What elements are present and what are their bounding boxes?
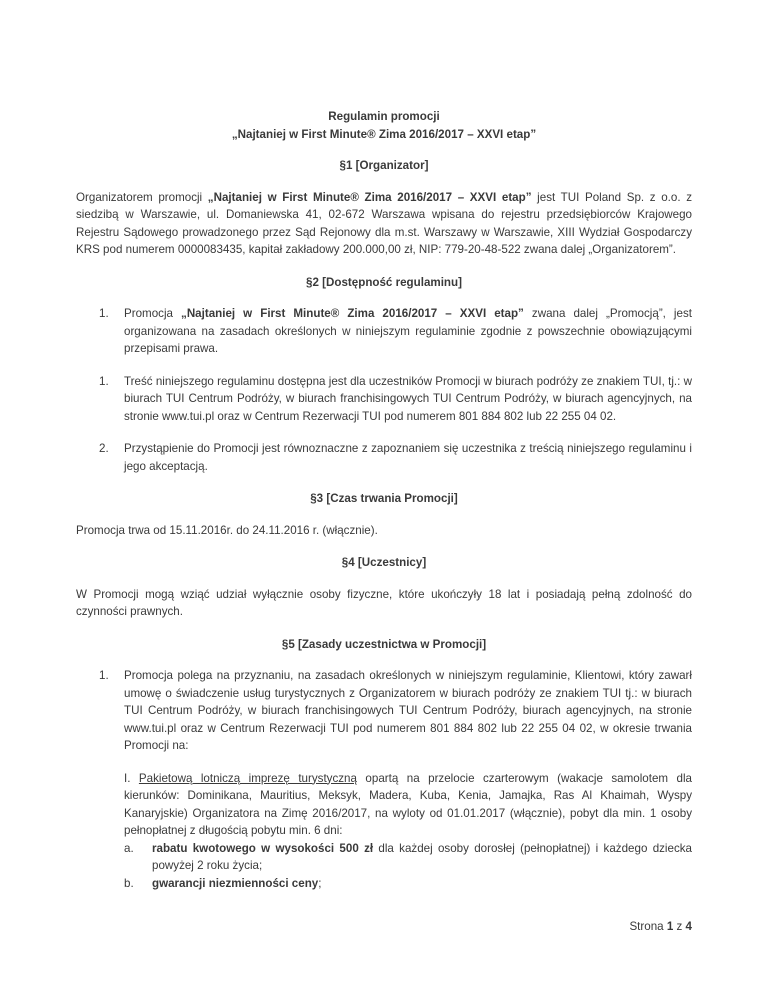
section-1-heading: §1 [Organizator]	[339, 159, 429, 172]
sub-list-marker: b.	[124, 876, 134, 890]
section-3-heading: §3 [Czas trwania Promocji]	[310, 492, 458, 505]
section-4-paragraph: W Promocji mogą wziąć udział wyłącznie osoby fizyczne, które ukończyły 18 lat i posiadają pełną zdolność do czynności prawnych.	[76, 587, 692, 618]
sub-list-item	[76, 875, 692, 893]
document-title-line2: „Najtaniej w First Minute® Zima 2016/2017 – XXVI etap”	[231, 127, 537, 141]
section-1-paragraph: Organizatorem promocji „Najtaniej w First Minute® Zima 2016/2017 – XXVI etap” jest TUI Poland Sp. z o.o. z siedzibą w Warszawie, ul. Domaniewska 41, 02-672 Warszawa wpisana do rejestru przedsiębiorców Krajowego Rejestru Sądowego prowadzonego przez Sąd Rejonowy dla m.st. Warszawy w Warszawie, XIII Wydział Gospodarczy KRS pod numerem 0000083435, kapitał zakładowy 200.000,00 zł, NIP: 779-20-48-522 zwana dalej „Organizatorem”.	[76, 190, 692, 256]
list-marker: 2.	[99, 442, 109, 455]
sub-list-item	[76, 840, 692, 875]
list-marker: 1.	[99, 669, 109, 682]
list-item-text: Treść niniejszego regulaminu dostępna jest dla uczestników Promocji w biurach podróży ze znakiem TUI, tj.: w biurach TUI Centrum Podróży, w biurach franchisingowych TUI Centrum Podróży, w biurach agencyjnych, na stronie www.tui.pl oraz w Centrum Rezerwacji TUI pod numerem 801 884 802 lub 22 255 04 02.	[124, 374, 692, 423]
section-4-heading: §4 [Uczestnicy]	[341, 556, 427, 569]
sub-paragraph-roman-i: I. Pakietową lotniczą imprezę turystyczną opartą na przelocie czarterowym (wakacje samolotem dla kierunków: Dominikana, Mauritius, Meksyk, Madera, Kuba, Kenia, Jamajka, Ras Al Khaimah, Wyspy Kanaryjskie) Organizatora na Zimę 2016/2017, na wyloty od 01.01.2017 (włącznie), pobyt dla min. 1 osoby pełnopłatnej z długością pobytu min. 6 dni:	[124, 771, 692, 837]
document-title-line1: Regulamin promocji	[328, 110, 440, 123]
section-2-heading: §2 [Dostępność regulaminu]	[306, 275, 462, 289]
sub-list-marker: a.	[124, 841, 134, 855]
list-marker: 1.	[99, 307, 109, 320]
page-footer: Strona 1 z 4	[629, 920, 692, 933]
list-item	[76, 305, 692, 358]
section-3-paragraph: Promocja trwa od 15.11.2016r. do 24.11.2016 r. (włącznie).	[76, 523, 378, 537]
section-5-heading: §5 [Zasady uczestnictwa w Promocji]	[281, 637, 487, 651]
list-item	[76, 440, 692, 475]
sub-list-item-text: gwarancji niezmienności ceny;	[152, 876, 322, 890]
list-marker: 1.	[99, 374, 109, 388]
list-item-text: Przystąpienie do Promocji jest równoznaczne z zapoznaniem się uczestnika z treścią niniejszego regulaminu i jego akceptacją.	[124, 442, 692, 473]
list-item	[76, 373, 692, 426]
list-item-text: Promocja polega na przyznaniu, na zasadach określonych w niniejszym regulaminie, Klientowi, który zawarł umowę o świadczenie usług turystycznych z Organizatorem w biurach podróży ze znakiem TUI tj.: w biurach TUI Centrum Podróży, w biurach franchisingowych TUI Centrum Podróży, biurach agencyjnych, na stronie www.tui.pl oraz w Centrum Rezerwacji TUI pod numerem 801 884 802 lub 22 255 04 02, w okresie trwania Promocji na:	[124, 669, 692, 752]
list-item-text: Promocja „Najtaniej w First Minute® Zima 2016/2017 – XXVI etap” zwana dalej „Promocją”, jest organizowana na zasadach określonych w niniejszym regulaminie zgodnie z powszechnie obowiązującymi przepisami prawa.	[124, 307, 692, 355]
list-item	[76, 667, 692, 755]
sub-list-item-text: rabatu kwotowego w wysokości 500 zł dla każdej osoby dorosłej (pełnopłatnej) i każdego dziecka powyżej 2 roku życia;	[152, 841, 693, 872]
document-title	[76, 108, 692, 143]
